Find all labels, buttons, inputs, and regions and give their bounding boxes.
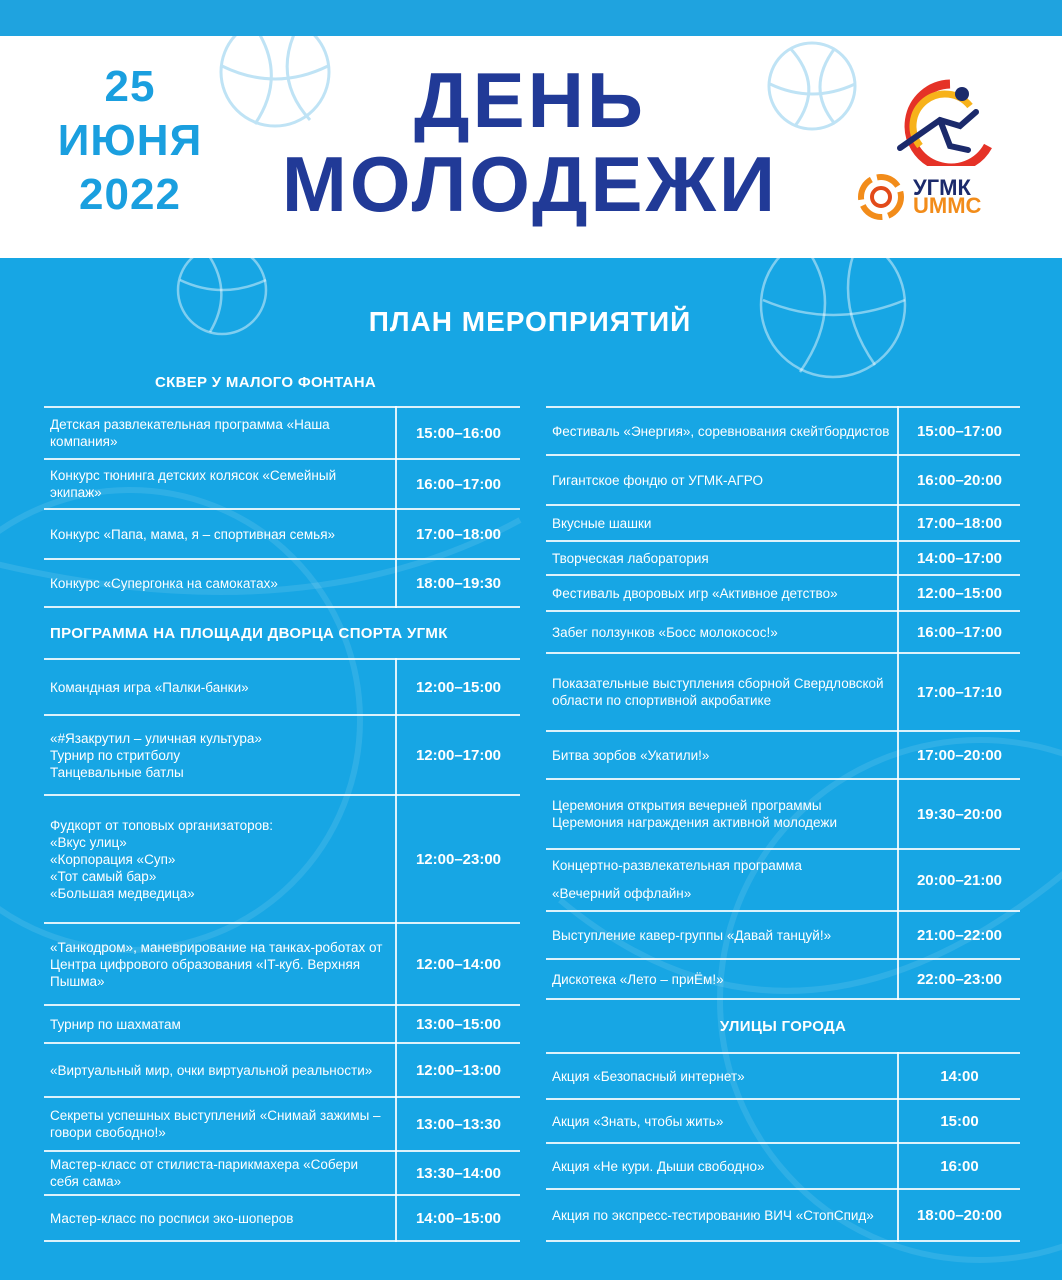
event-name: Фестиваль дворовых игр «Активное детство» <box>546 575 898 611</box>
table-row <box>44 407 520 459</box>
event-name: Вкусные шашки <box>546 505 898 541</box>
event-time: 18:00–19:30 <box>396 559 520 607</box>
event-time: 12:00–17:00 <box>396 715 520 795</box>
event-time: 16:00–17:00 <box>898 611 1020 653</box>
table-row <box>546 959 1020 999</box>
event-name: «#Язакрутил – уличная культура» Турнир по стритболу Танцевальные батлы <box>44 715 396 795</box>
event-time: 19:30–20:00 <box>898 779 1020 849</box>
event-name: Мастер-класс по росписи эко-шоперов <box>44 1195 396 1241</box>
table-row <box>44 923 520 1005</box>
event-time: 12:00–23:00 <box>396 795 520 923</box>
table-row <box>546 611 1020 653</box>
event-name: Мастер-класс от стилиста-парикмахера «Собери себя сама» <box>44 1151 396 1195</box>
event-name: Концертно-развлекательная программа «Вечерний оффлайн» <box>546 849 898 911</box>
table-row <box>546 1189 1020 1241</box>
event-time: 18:00–20:00 <box>898 1189 1020 1241</box>
event-name: Церемония открытия вечерней программы Церемония награждения активной молодежи <box>546 779 898 849</box>
event-time: 14:00 <box>898 1053 1020 1099</box>
table-row <box>546 505 1020 541</box>
event-time: 17:00–18:00 <box>396 509 520 559</box>
event-name: Конкурс тюнинга детских колясок «Семейный экипаж» <box>44 459 396 509</box>
event-name: «Танкодром», маневрирование на танках-роботах от Центра цифрового образования «IT-куб. Верхняя Пышма» <box>44 923 396 1005</box>
youth-logo-icon <box>880 76 1000 166</box>
table-row <box>546 731 1020 779</box>
table-row <box>44 459 520 509</box>
table-row <box>44 1097 520 1151</box>
table-row <box>546 653 1020 731</box>
event-time: 15:00–16:00 <box>396 407 520 459</box>
section-title-streets: УЛИЦЫ ГОРОДА <box>719 1018 847 1035</box>
table-row <box>546 779 1020 849</box>
event-name: Битва зорбов «Укатили!» <box>546 731 898 779</box>
event-time: 14:00–17:00 <box>898 541 1020 575</box>
table-row <box>546 849 1020 911</box>
table-row <box>44 1005 520 1043</box>
table-row <box>546 407 1020 455</box>
event-time: 12:00–15:00 <box>898 575 1020 611</box>
event-time: 17:00–20:00 <box>898 731 1020 779</box>
event-name: Показательные выступления сборной Свердловской области по спортивной акробатике <box>546 653 898 731</box>
event-name: Забег ползунков «Босс молокосос!» <box>546 611 898 653</box>
ugmk-logo-icon <box>855 172 907 222</box>
ummc-logo-text: UMMC <box>913 193 982 218</box>
event-time: 12:00–13:00 <box>396 1043 520 1097</box>
event-name: «Виртуальный мир, очки виртуальной реальности» <box>44 1043 396 1097</box>
date-year: 2022 <box>79 170 181 219</box>
table-row <box>44 559 520 607</box>
event-name: Выступление кавер-группы «Давай танцуй!» <box>546 911 898 959</box>
top-strip <box>0 0 1062 36</box>
event-name: Детская развлекательная программа «Наша компания» <box>44 407 396 459</box>
table-row <box>44 1151 520 1195</box>
event-time: 16:00–20:00 <box>898 455 1020 505</box>
event-time: 13:30–14:00 <box>396 1151 520 1195</box>
event-name: Турнир по шахматам <box>44 1005 396 1043</box>
header-banner <box>0 36 1062 258</box>
table-row <box>44 715 520 795</box>
event-time: 16:00–17:00 <box>396 459 520 509</box>
table-row <box>44 1195 520 1241</box>
event-time: 17:00–18:00 <box>898 505 1020 541</box>
table-row <box>44 795 520 923</box>
ugmk-logo-text: УГМК <box>913 175 971 200</box>
date-month: ИЮНЯ <box>57 116 203 165</box>
palace-schedule-table <box>44 658 520 1242</box>
table-row <box>546 1099 1020 1143</box>
section-title-palace: ПРОГРАММА НА ПЛОЩАДИ ДВОРЦА СПОРТА УГМК <box>50 625 448 642</box>
event-time: 13:00–15:00 <box>396 1005 520 1043</box>
event-name: Конкурс «Супергонка на самокатах» <box>44 559 396 607</box>
event-name: Фудкорт от топовых организаторов: «Вкус улиц» «Корпорация «Суп» «Тот самый бар» «Большая медведица» <box>44 795 396 923</box>
table-row <box>546 455 1020 505</box>
table-row <box>44 659 520 715</box>
plan-title: ПЛАН МЕРОПРИЯТИЙ <box>368 306 692 337</box>
event-time: 16:00 <box>898 1143 1020 1189</box>
event-time: 17:00–17:10 <box>898 653 1020 731</box>
event-time: 20:00–21:00 <box>898 849 1020 911</box>
event-time: 14:00–15:00 <box>396 1195 520 1241</box>
event-time: 13:00–13:30 <box>396 1097 520 1151</box>
event-name: Акция «Не кури. Дыши свободно» <box>546 1143 898 1189</box>
event-time: 22:00–23:00 <box>898 959 1020 999</box>
fountain-schedule-table <box>44 406 520 608</box>
event-time: 12:00–14:00 <box>396 923 520 1005</box>
table-row <box>546 911 1020 959</box>
title-line-2: МОЛОДЕЖИ <box>281 140 779 228</box>
table-row <box>546 541 1020 575</box>
event-date <box>40 60 220 222</box>
table-row <box>546 575 1020 611</box>
event-name: Командная игра «Палки-банки» <box>44 659 396 715</box>
table-row <box>44 509 520 559</box>
event-name: Гигантское фондю от УГМК-АГРО <box>546 455 898 505</box>
event-time: 21:00–22:00 <box>898 911 1020 959</box>
ugmk-logo <box>855 172 981 222</box>
event-name: Акция по экспресс-тестированию ВИЧ «СтопСпид» <box>546 1189 898 1241</box>
event-name: Акция «Знать, чтобы жить» <box>546 1099 898 1143</box>
event-name: Творческая лаборатория <box>546 541 898 575</box>
event-time: 15:00 <box>898 1099 1020 1143</box>
page-title <box>250 58 810 226</box>
right-schedule-table <box>546 406 1020 1000</box>
event-name: Конкурс «Папа, мама, я – спортивная семья» <box>44 509 396 559</box>
event-name: Секреты успешных выступлений «Снимай зажимы – говори свободно!» <box>44 1097 396 1151</box>
event-time: 15:00–17:00 <box>898 407 1020 455</box>
date-day: 25 <box>104 62 156 111</box>
event-name: Дискотека «Лето – приЁм!» <box>546 959 898 999</box>
table-row <box>546 1053 1020 1099</box>
event-name: Акция «Безопасный интернет» <box>546 1053 898 1099</box>
event-name: Фестиваль «Энергия», соревнования скейтбордистов <box>546 407 898 455</box>
table-row <box>546 1143 1020 1189</box>
table-row <box>44 1043 520 1097</box>
title-line-1: ДЕНЬ <box>414 56 646 144</box>
event-time: 12:00–15:00 <box>396 659 520 715</box>
section-title-fountain: СКВЕР У МАЛОГО ФОНТАНА <box>155 374 376 391</box>
streets-schedule-table <box>546 1052 1020 1242</box>
